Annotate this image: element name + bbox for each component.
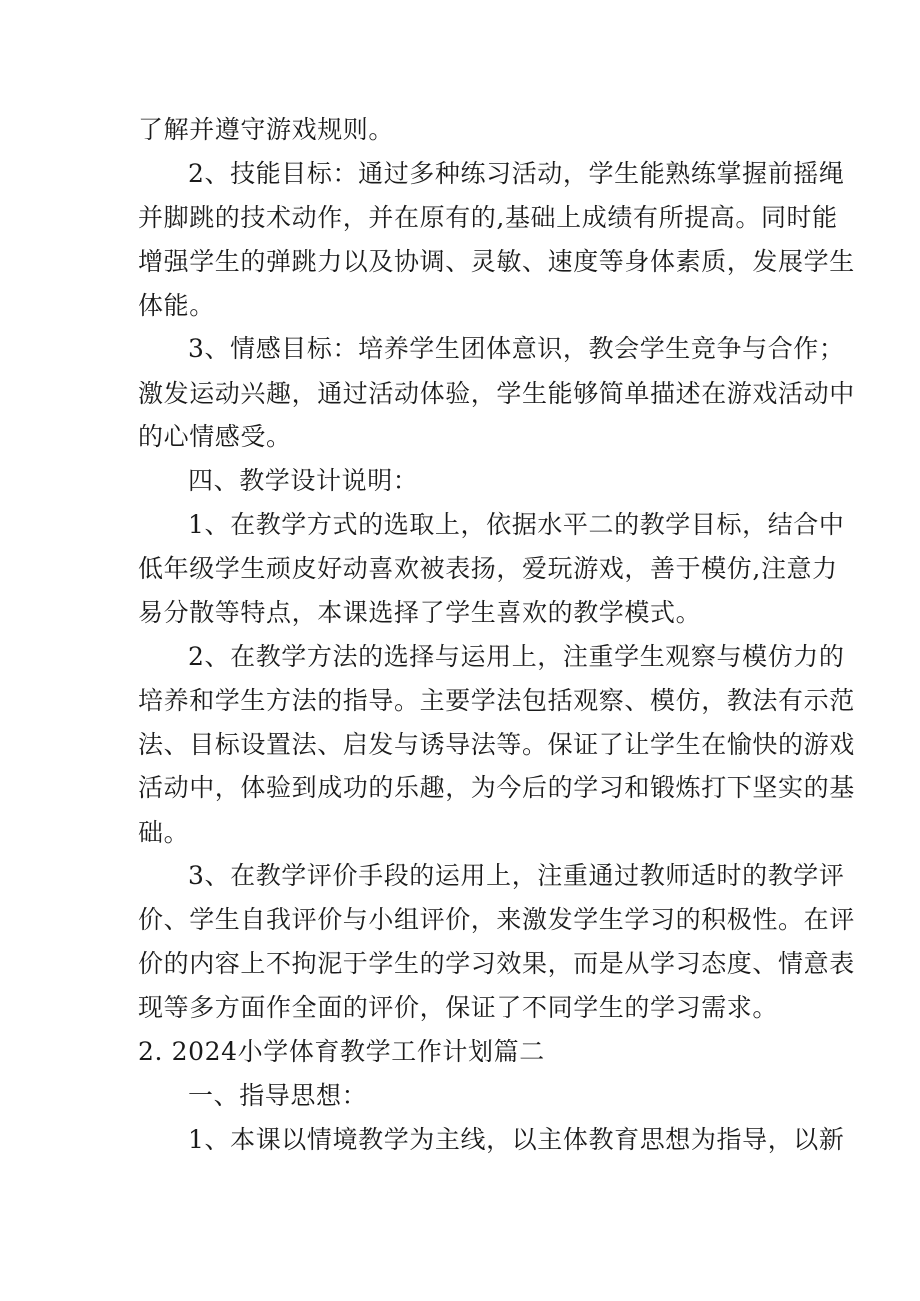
text-line: 了解并遵守游戏规则。 xyxy=(138,115,395,144)
text-line: 体能。 xyxy=(138,291,215,320)
text-line: 低年级学生顽皮好动喜欢被表扬，爱玩游戏，善于模仿,注意力 xyxy=(138,554,838,583)
text-line: 1、在教学方式的选取上，依据水平二的教学目标，结合中 xyxy=(188,510,845,539)
text-line: 培养和学生方法的指导。主要学法包括观察、模仿，教法有示范 xyxy=(138,686,855,715)
text-line: 法、目标设置法、启发与诱导法等。保证了让学生在愉快的游戏 xyxy=(138,730,855,759)
text-line: 易分散等特点，本课选择了学生喜欢的教学模式。 xyxy=(138,598,702,627)
text-line: 3、在教学评价手段的运用上，注重通过教师适时的教学评 xyxy=(188,861,845,890)
text-line: 现等多方面作全面的评价，保证了不同学生的学习需求。 xyxy=(138,993,779,1022)
text-line: 2、在教学方法的选择与运用上，注重学生观察与模仿力的 xyxy=(188,642,845,671)
text-line: 2、技能目标：通过多种练习活动，学生能熟练掌握前摇绳 xyxy=(188,159,845,188)
section-heading: 四、教学设计说明： xyxy=(188,466,419,495)
text-line: 的心情感受。 xyxy=(138,422,292,451)
text-line: 并脚跳的技术动作，并在原有的,基础上成绩有所提高。同时能 xyxy=(138,203,838,232)
text-line: 1、本课以情境教学为主线，以主体教育思想为指导，以新 xyxy=(188,1125,845,1154)
section-heading: 一、指导思想： xyxy=(188,1081,368,1110)
document-title: 2. 2024小学体育教学工作计划篇二 xyxy=(138,1037,545,1066)
text-line: 价的内容上不拘泥于学生的学习效果，而是从学习态度、情意表 xyxy=(138,949,855,978)
text-line: 活动中，体验到成功的乐趣，为今后的学习和锻炼打下坚实的基 xyxy=(138,773,855,802)
text-line: 价、学生自我评价与小组评价，来激发学生学习的积极性。在评 xyxy=(138,905,855,934)
text-line: 础。 xyxy=(138,818,190,847)
text-line: 增强学生的弹跳力以及协调、灵敏、速度等身体素质，发展学生 xyxy=(138,247,855,276)
text-line: 激发运动兴趣，通过活动体验，学生能够简单描述在游戏活动中 xyxy=(138,379,855,408)
text-line: 3、情感目标：培养学生团体意识，教会学生竞争与合作； xyxy=(188,334,845,363)
